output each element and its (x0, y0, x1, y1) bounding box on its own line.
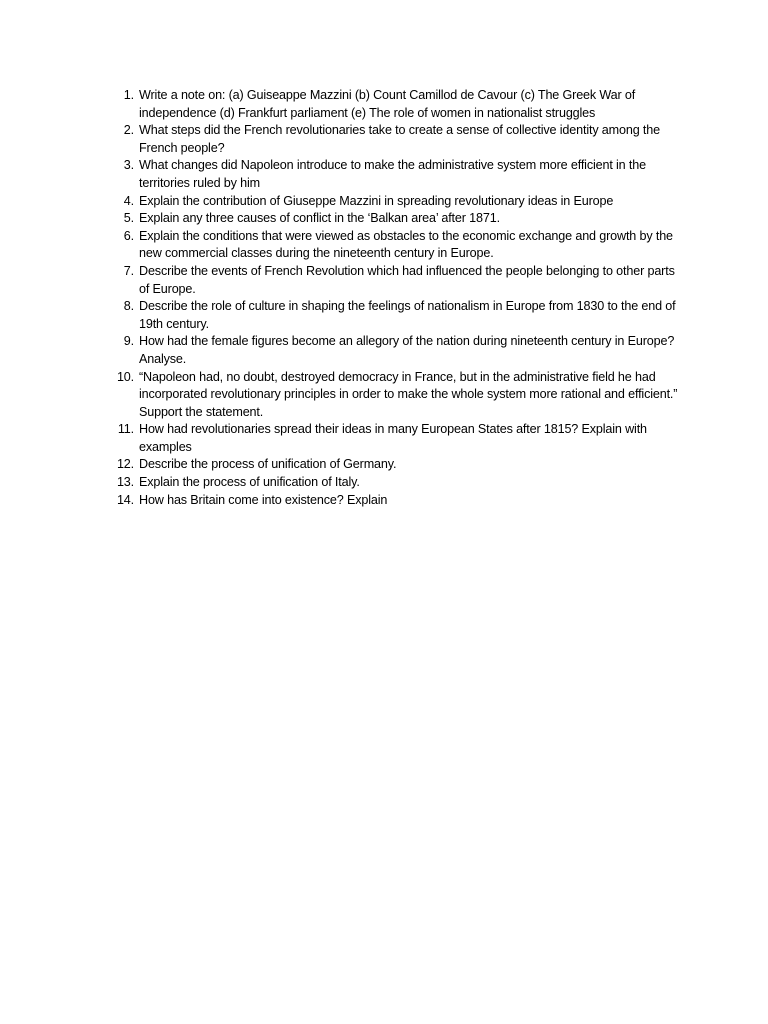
question-number: 9. (123, 334, 134, 349)
question-number: 7. (123, 263, 134, 278)
question-number: 4. (123, 193, 134, 208)
question-item-6 (110, 228, 680, 263)
question-item-12 (110, 456, 680, 474)
question-text: Explain the process of unification of Italy. (139, 475, 360, 490)
question-text: How had the female figures become an allegory of the nation during nineteenth century in Europe? Analyse. (139, 334, 675, 366)
question-list (110, 87, 680, 509)
question-item-11 (110, 421, 680, 456)
question-number: 1. (123, 88, 134, 102)
question-item-2 (110, 122, 680, 157)
question-text: Explain the conditions that were viewed as obstacles to the economic exchange and growth by the new commercial classes during the nineteenth century in Europe. (139, 228, 673, 261)
question-number: 6. (123, 228, 134, 243)
question-item-4 (110, 193, 680, 211)
question-item-3 (110, 157, 680, 192)
question-text: Explain the contribution of Giuseppe Mazzini in spreading revolutionary ideas in Europe (139, 193, 614, 208)
question-number: 12. (116, 457, 134, 472)
question-number: 10. (116, 369, 134, 384)
question-text: Describe the process of unification of Germany. (139, 457, 397, 472)
question-item-7 (110, 263, 680, 298)
question-text: How has Britain come into existence? Explain (139, 492, 388, 507)
question-text: Describe the role of culture in shaping the feelings of nationalism in Europe from 1830 to the end of 19th century. (139, 299, 676, 331)
question-item-1 (110, 87, 680, 122)
question-item-14 (110, 492, 680, 510)
question-text: Write a note on: (a) Guiseappe Mazzini (b) Count Camillod de Cavour (c) The Greek War of independence (d) Frankfurt parliament (e) The role of women in nationalist struggles (139, 88, 636, 120)
question-number: 5. (123, 211, 134, 226)
question-text: What steps did the French revolutionaries take to create a sense of collective identity among the French people? (139, 123, 660, 155)
question-number: 2. (123, 123, 134, 138)
question-number: 11. (117, 422, 134, 437)
question-text: “Napoleon had, no doubt, destroyed democracy in France, but in the administrative field he had incorporated revolutionary principles in order to make the whole system more rational and efficient.” Support the statement. (139, 369, 678, 419)
question-text: How had revolutionaries spread their ideas in many European States after 1815? Explain with examples (139, 422, 647, 454)
question-item-9 (110, 333, 680, 368)
question-item-5 (110, 210, 680, 228)
question-text: What changes did Napoleon introduce to make the administrative system more efficient in the territories ruled by him (139, 158, 646, 190)
question-number: 13. (116, 475, 134, 490)
question-item-10 (110, 369, 680, 422)
question-text: Explain any three causes of conflict in the ‘Balkan area’ after 1871. (139, 211, 500, 226)
question-item-8 (110, 298, 680, 333)
question-item-13 (110, 474, 680, 492)
question-number: 8. (123, 299, 134, 314)
question-number: 14. (116, 492, 134, 507)
question-number: 3. (123, 158, 134, 173)
question-text: Describe the events of French Revolution which had influenced the people belonging to other parts of Europe. (139, 263, 675, 296)
